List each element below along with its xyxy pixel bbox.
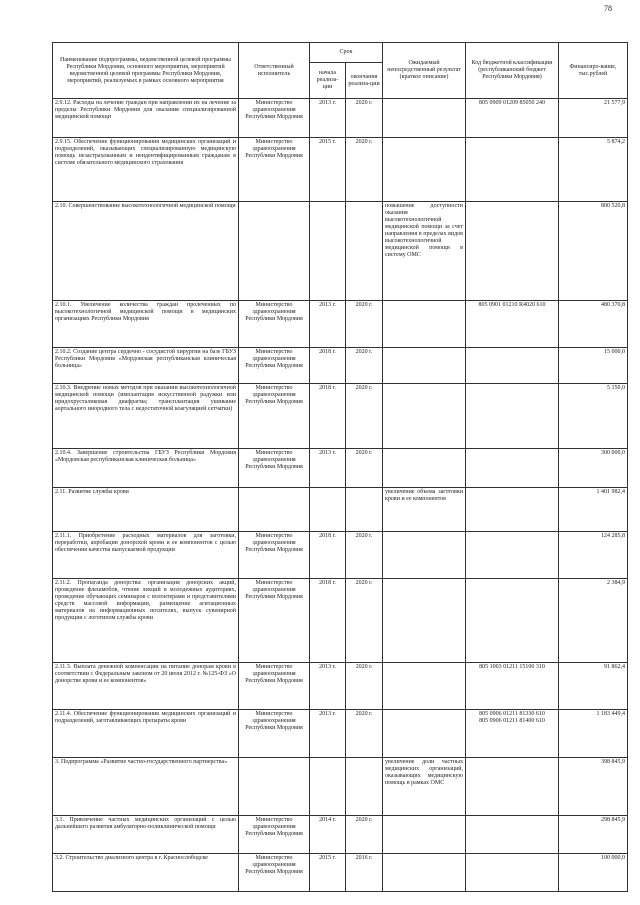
row-kbk [466, 348, 559, 384]
row-start [310, 488, 346, 532]
row-financing: 480 370,8 [559, 301, 628, 348]
row-end: 2020 г. [346, 449, 383, 488]
row-financing: 2 384,9 [559, 579, 628, 663]
row-kbk [466, 488, 559, 532]
row-name: 2.11.3. Выплата денежной компенсации на питание донорам крови в соответствии с Федеральным законом от 20 июля 2012 г. №125-ФЗ «О донорстве крови и ее компонентов» [53, 663, 239, 710]
row-executor: Министерство здравоохранения Республики Мордовия [239, 348, 310, 384]
row-start: 2013 г. [310, 99, 346, 138]
header-kbk: Код бюджетной классификации (республиканский бюджет Республики Мордовия) [466, 43, 559, 99]
row-kbk: 805 0906 01211 81330 610 805 0906 01211 81400 610 [466, 710, 559, 758]
table-row [53, 854, 628, 892]
row-name: 3. Подпрограмма «Развитие частно-государственного партнерства» [53, 758, 239, 816]
row-kbk: 805 0901 01210 R4020 610 [466, 301, 559, 348]
row-name: 3.2. Строительство диализного центра в г. Краснослободске [53, 854, 239, 892]
table-row [53, 816, 628, 854]
row-name: 2.9.12. Расходы на лечение граждан при направлении их на лечение за пределы Республики Мордовия для оказания специализированной медицинской помощи [53, 99, 239, 138]
row-executor: Министерство здравоохранения Республики Мордовия [239, 532, 310, 579]
row-executor: Министерство здравоохранения Республики Мордовия [239, 579, 310, 663]
row-end: 2020 г. [346, 532, 383, 579]
row-start: 2013 г. [310, 449, 346, 488]
row-kbk [466, 579, 559, 663]
row-financing: 1 183 449,4 [559, 710, 628, 758]
row-result [383, 710, 466, 758]
row-start [310, 758, 346, 816]
row-result: увеличение объема заготовки крови и ее компонентов [383, 488, 466, 532]
row-start [310, 202, 346, 301]
row-end: 2020 г. [346, 348, 383, 384]
row-start: 2018 г. [310, 384, 346, 449]
row-end: 2020 г. [346, 301, 383, 348]
table-row [53, 449, 628, 488]
row-executor [239, 488, 310, 532]
row-financing: 5 874,2 [559, 138, 628, 202]
row-kbk: 805 1003 01211 15100 310 [466, 663, 559, 710]
row-name: 2.11.2. Пропаганда донорства: организация донорских акций, проведение флешмобов, чтение лекций в молодежных аудиториях, проведение обучающих семинаров с волонтерами и представителями средств массовой информации, размещение агитационных материалов на информационных носителях, выпуск сувенирной продукции с логотипом службы крови [53, 579, 239, 663]
row-end: 2020 г. [346, 579, 383, 663]
row-kbk [466, 854, 559, 892]
row-financing: 398 845,9 [559, 758, 628, 816]
row-end: 2020 г. [346, 816, 383, 854]
row-kbk [466, 384, 559, 449]
row-financing: 15 000,0 [559, 348, 628, 384]
table-row [53, 663, 628, 710]
row-result: увеличение доли частных медицинских организаций, оказывающих медицинскую помощь в рамках ОМС [383, 758, 466, 816]
row-executor: Министерство здравоохранения Республики Мордовия [239, 99, 310, 138]
row-name: 2.10. Совершенствование высокотехнологичной медицинской помощи [53, 202, 239, 301]
row-financing: 1 401 982,4 [559, 488, 628, 532]
row-name: 3.1. Привлечение частных медицинских организаций с целью дальнейшего развития амбулаторно-поликлинической помощи [53, 816, 239, 854]
row-start: 2018 г. [310, 532, 346, 579]
row-end [346, 488, 383, 532]
row-result [383, 348, 466, 384]
row-kbk: 805 0909 01209 85050 240 [466, 99, 559, 138]
page-number: 78 [604, 4, 612, 13]
row-financing: 124 285,8 [559, 532, 628, 579]
row-result [383, 663, 466, 710]
table-row [53, 758, 628, 816]
row-name: 2.10.4. Завершение строительства ГБУЗ Республики Мордовия «Мордовская республиканская клиническая больница» [53, 449, 239, 488]
table-row [53, 202, 628, 301]
row-executor: Министерство здравоохранения Республики Мордовия [239, 384, 310, 449]
row-kbk [466, 138, 559, 202]
row-end: 2020 г. [346, 710, 383, 758]
row-financing: 298 845,9 [559, 816, 628, 854]
row-kbk [466, 202, 559, 301]
row-start: 2018 г. [310, 579, 346, 663]
row-kbk [466, 532, 559, 579]
table-row [53, 301, 628, 348]
row-name: 2.11. Развитие службы крови [53, 488, 239, 532]
table-row [53, 532, 628, 579]
row-financing: 91 862,4 [559, 663, 628, 710]
table-row [53, 579, 628, 663]
row-end: 2020 г. [346, 99, 383, 138]
row-result [383, 384, 466, 449]
row-executor: Министерство здравоохранения Республики Мордовия [239, 138, 310, 202]
row-start: 2013 г. [310, 301, 346, 348]
row-end: 2020 г. [346, 384, 383, 449]
row-result [383, 138, 466, 202]
row-end: 2020 г. [346, 663, 383, 710]
table-row [53, 488, 628, 532]
row-start: 2018 г. [310, 348, 346, 384]
row-end: 2020 г. [346, 138, 383, 202]
row-result [383, 854, 466, 892]
row-end [346, 202, 383, 301]
row-result: повышение доступности оказания высокотехнологичной медицинской помощи за счет направления в пределах видов высокотехнологичной медицинской помощи в систему ОМС [383, 202, 466, 301]
row-name: 2.9.15. Обеспечение функционирования медицинских организаций и подразделений, оказывающих специализированную медицинскую помощь незастрахованным и неидентифицированным гражданам в системе обязательного медицинского страхования [53, 138, 239, 202]
row-kbk [466, 758, 559, 816]
table-row [53, 138, 628, 202]
header-term-start: начала реализа-ции [310, 63, 346, 99]
row-financing: 5 150,0 [559, 384, 628, 449]
row-end: 2016 г. [346, 854, 383, 892]
row-start: 2013 г. [310, 663, 346, 710]
table-row [53, 710, 628, 758]
row-result [383, 816, 466, 854]
header-result: Ожидаемый непосредственный результат (краткое описание) [383, 43, 466, 99]
row-kbk [466, 449, 559, 488]
table-row [53, 99, 628, 138]
row-financing: 800 520,8 [559, 202, 628, 301]
row-executor [239, 758, 310, 816]
row-executor: Министерство здравоохранения Республики Мордовия [239, 710, 310, 758]
row-financing: 21 577,9 [559, 99, 628, 138]
row-executor: Министерство здравоохранения Республики Мордовия [239, 663, 310, 710]
row-name: 2.10.2. Создание центра сердечно - сосудистой хирургии на базе ГБУЗ Республики Мордовия «Мордовская республиканская клиническая больница» [53, 348, 239, 384]
row-executor [239, 202, 310, 301]
row-result [383, 532, 466, 579]
row-start: 2013 г. [310, 710, 346, 758]
header-term-end: окончания реализа-ции [346, 63, 383, 99]
row-executor: Министерство здравоохранения Республики Мордовия [239, 301, 310, 348]
row-financing: 100 000,0 [559, 854, 628, 892]
header-name: Наименование подпрограммы, ведомственной целевой программы Республики Мордовия, основного мероприятия, мероприятий ведомственной целевой программы Республики Мордовия, мероприятий, реализуемых в рамках основного мероприятия [53, 43, 239, 99]
row-executor: Министерство здравоохранения Республики Мордовия [239, 854, 310, 892]
row-name: 2.11.4. Обеспечение функционирования медицинских организаций и подразделений, заготавливающих препараты крови [53, 710, 239, 758]
row-kbk [466, 816, 559, 854]
row-name: 2.10.3. Внедрение новых методов при оказании высокотехнологичной медицинской помощи (имплантация искусственной радужки или иридохрусталиковая диафрагма; трансплантация ушивание аортального инородного тела с недостаточной коагуляцией сетчатки) [53, 384, 239, 449]
row-start: 2015 г. [310, 138, 346, 202]
header-financing: Финансиро-вание, тыс.рублей [559, 43, 628, 99]
header-executor: Ответственный исполнитель [239, 43, 310, 99]
row-name: 2.10.1. Увеличение количества граждан пролеченных по высокотехнологичной медицинской помощи в медицинских организациях Республики Мордовия [53, 301, 239, 348]
row-name: 2.11.1. Приобретение расходных материалов для заготовки, переработки, апробации донорской крови и ее компонентов с целью обеспечения качества выпускаемой продукции [53, 532, 239, 579]
row-start: 2015 г. [310, 854, 346, 892]
row-result [383, 99, 466, 138]
row-executor: Министерство здравоохранения Республики Мордовия [239, 816, 310, 854]
row-executor: Министерство здравоохранения Республики Мордовия [239, 449, 310, 488]
table-row [53, 348, 628, 384]
row-end [346, 758, 383, 816]
row-result [383, 579, 466, 663]
row-financing: 300 000,0 [559, 449, 628, 488]
header-term: Срок [310, 43, 383, 63]
row-result [383, 449, 466, 488]
row-start: 2014 г. [310, 816, 346, 854]
table-row [53, 384, 628, 449]
row-result [383, 301, 466, 348]
program-table [52, 42, 628, 892]
